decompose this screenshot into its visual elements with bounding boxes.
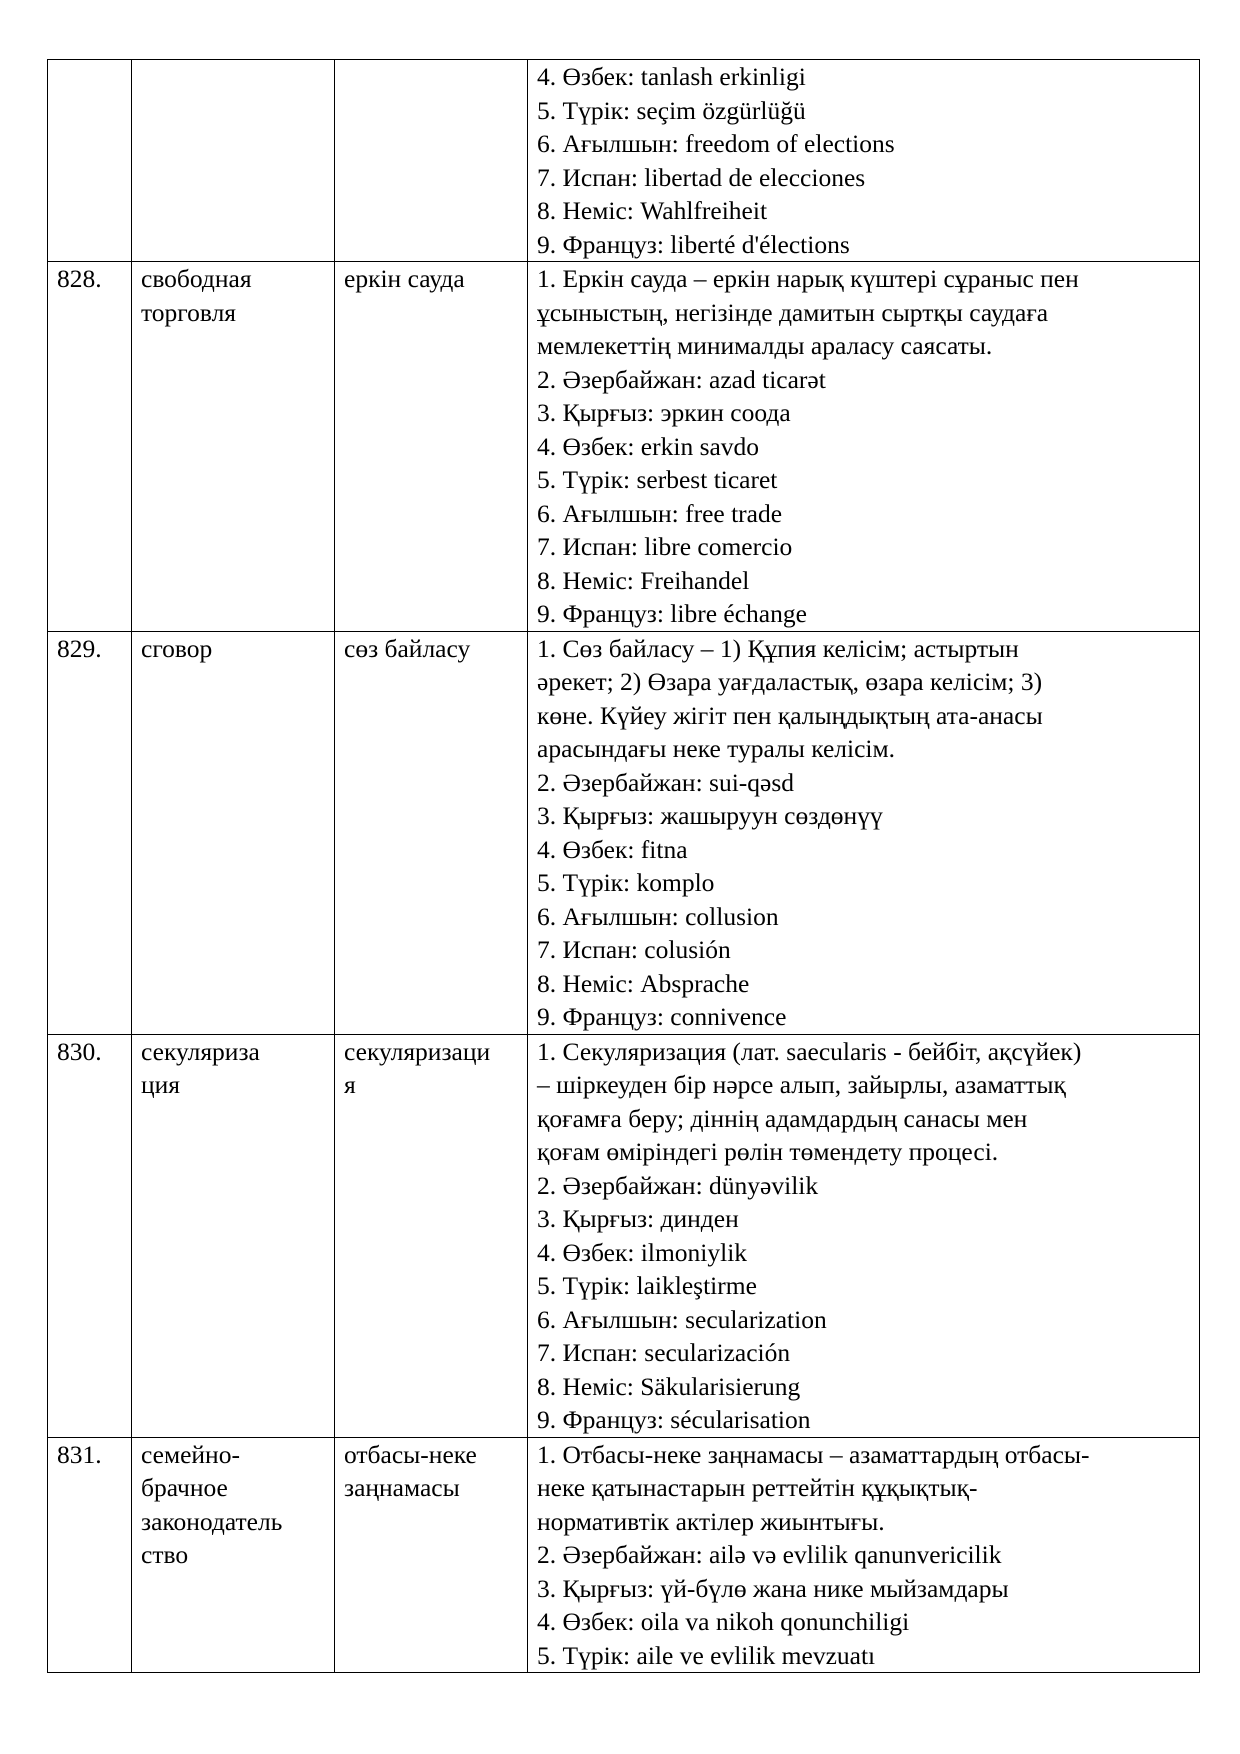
- kazakh-term-line: сөз байласу: [344, 633, 471, 663]
- definition-line: ұсыныстың, негізінде дамитын сыртқы саудаға: [537, 297, 1049, 327]
- translation-line: 9. Француз: liberté d'élections: [537, 229, 850, 259]
- kazakh-term-line: отбасы-неке: [344, 1439, 477, 1469]
- translation-line: 2. Әзербайжан: azad ticarət: [537, 364, 826, 394]
- translation-line: 2. Әзербайжан: ailə və evlilik qanunvericilik: [537, 1540, 1002, 1569]
- russian-term: [132, 1437, 335, 1673]
- definition-line: неке қатынастарын реттейтін құқықтық-: [537, 1473, 978, 1502]
- translation-line: 4. Өзбек: oila va nikoh qonunchiligi: [537, 1607, 910, 1636]
- translation-line: 5. Түрік: seçim özgürlüğü: [537, 95, 806, 125]
- definition-line: 1. Отбасы-неке заңнамасы – азаматтардың отбасы-: [537, 1439, 1090, 1469]
- translation-line: 4. Өзбек: erkin savdo: [537, 431, 760, 461]
- glossary-table: [47, 59, 1200, 1673]
- table-row: [48, 262, 1200, 632]
- russian-term: [132, 631, 335, 1034]
- translation-line: 6. Ағылшын: freedom of elections: [537, 129, 895, 158]
- definition-line: 1. Секуляризация (лат. saecularis - бейбіт, ақсүйек): [537, 1036, 1082, 1066]
- entry-number: [48, 262, 132, 632]
- table-row: [48, 631, 1200, 1034]
- definition-line: қоғамға беру; діннің адамдардың санасы мен: [537, 1103, 1028, 1133]
- kazakh-term: [335, 631, 528, 1034]
- kazakh-term-line: я: [344, 1070, 356, 1099]
- translation-line: 4. Өзбек: fitna: [537, 834, 688, 864]
- entry-number-text: 831.: [57, 1439, 102, 1469]
- translation-line: 6. Ағылшын: secularization: [537, 1304, 827, 1334]
- translation-line: 5. Түрік: laikleştirme: [537, 1271, 757, 1300]
- entry-number-text: 830.: [57, 1036, 102, 1066]
- definition-cell: [528, 1437, 1200, 1673]
- table-row: [48, 1437, 1200, 1673]
- definition-line: әрекет; 2) Өзара уағдаластық, өзара келісім; 3): [537, 667, 1043, 696]
- kazakh-term-line: заңнамасы: [344, 1473, 460, 1502]
- translation-line: 7. Испан: libre comercio: [537, 532, 793, 561]
- russian-term-line: ция: [141, 1070, 181, 1099]
- definition-cell: [528, 60, 1200, 262]
- translation-line: 3. Қырғыз: эркин соода: [537, 398, 791, 427]
- russian-term: [132, 60, 335, 262]
- kazakh-term: [335, 1437, 528, 1673]
- kazakh-term: [335, 1034, 528, 1437]
- entry-number-text: 829.: [57, 633, 102, 663]
- translation-line: 7. Испан: colusión: [537, 935, 731, 964]
- translation-line: 8. Неміс: Absprache: [537, 968, 750, 998]
- translation-line: 4. Өзбек: ilmoniylik: [537, 1237, 748, 1267]
- glossary-body: [48, 60, 1200, 1673]
- translation-line: 9. Француз: libre échange: [537, 599, 807, 628]
- definition-line: нормативтік актілер жиынтығы.: [537, 1506, 885, 1536]
- russian-term-line: сговор: [141, 633, 213, 663]
- entry-number: [48, 1437, 132, 1673]
- translation-line: 5. Түрік: serbest ticaret: [537, 465, 778, 494]
- russian-term-line: брачное: [141, 1473, 228, 1502]
- entry-number: [48, 631, 132, 1034]
- definition-line: қоғам өміріндегі рөлін төмендету процесі.: [537, 1137, 999, 1166]
- entry-number: [48, 1034, 132, 1437]
- definition-cell: [528, 631, 1200, 1034]
- translation-line: 5. Түрік: aile ve evlilik mevzuatı: [537, 1640, 876, 1670]
- kazakh-term: [335, 262, 528, 632]
- kazakh-term-line: еркін сауда: [344, 264, 465, 293]
- russian-term: [132, 262, 335, 632]
- translation-line: 8. Неміс: Säkularisierung: [537, 1371, 801, 1401]
- translation-line: 4. Өзбек: tanlash erkinligi: [537, 62, 806, 91]
- translation-line: 3. Қырғыз: жашыруун сөздөнүү: [537, 801, 883, 830]
- table-row: [48, 60, 1200, 262]
- definition-line: 1. Сөз байласу – 1) Құпия келісім; астыртын: [537, 633, 1019, 663]
- definition-line: мемлекеттің минималды араласу саясаты.: [537, 331, 993, 360]
- translation-line: 5. Түрік: komplo: [537, 868, 715, 897]
- definition-cell: [528, 1034, 1200, 1437]
- translation-line: 6. Ағылшын: free trade: [537, 498, 783, 528]
- definition-line: көне. Күйеу жігіт пен қалыңдықтың ата-анасы: [537, 700, 1043, 730]
- russian-term-line: законодатель: [141, 1506, 283, 1536]
- translation-line: 3. Қырғыз: динден: [537, 1204, 739, 1233]
- russian-term-line: ство: [141, 1540, 189, 1569]
- russian-term-line: секуляриза: [141, 1036, 260, 1066]
- translation-line: 8. Неміс: Wahlfreiheit: [537, 196, 768, 225]
- translation-line: 2. Әзербайжан: sui-qəsd: [537, 767, 795, 797]
- definition-line: 1. Еркін сауда – еркін нарық күштері сұраныс пен: [537, 264, 1079, 293]
- kazakh-term: [335, 60, 528, 262]
- translation-line: 6. Ағылшын: collusion: [537, 901, 779, 931]
- definition-line: арасындағы неке туралы келісім.: [537, 734, 896, 763]
- translation-line: 3. Қырғыз: үй-бүлө жана нике мыйзамдары: [537, 1573, 1009, 1603]
- translation-line: 9. Француз: connivence: [537, 1002, 787, 1031]
- translation-line: 2. Әзербайжан: dünyəvilik: [537, 1170, 819, 1200]
- translation-line: 8. Неміс: Freihandel: [537, 565, 750, 595]
- translation-line: 7. Испан: secularización: [537, 1338, 791, 1367]
- entry-number-text: 828.: [57, 264, 102, 293]
- definition-line: – шіркеуден бір нәрсе алып, зайырлы, азаматтық: [537, 1070, 1066, 1099]
- translation-line: 9. Француз: sécularisation: [537, 1405, 811, 1434]
- table-row: [48, 1034, 1200, 1437]
- entry-number: [48, 60, 132, 262]
- translation-line: 7. Испан: libertad de elecciones: [537, 162, 866, 192]
- definition-cell: [528, 262, 1200, 632]
- russian-term-line: торговля: [141, 297, 237, 327]
- russian-term-line: семейно-: [141, 1439, 240, 1469]
- russian-term-line: свободная: [141, 264, 252, 293]
- russian-term: [132, 1034, 335, 1437]
- kazakh-term-line: секуляризаци: [344, 1036, 491, 1066]
